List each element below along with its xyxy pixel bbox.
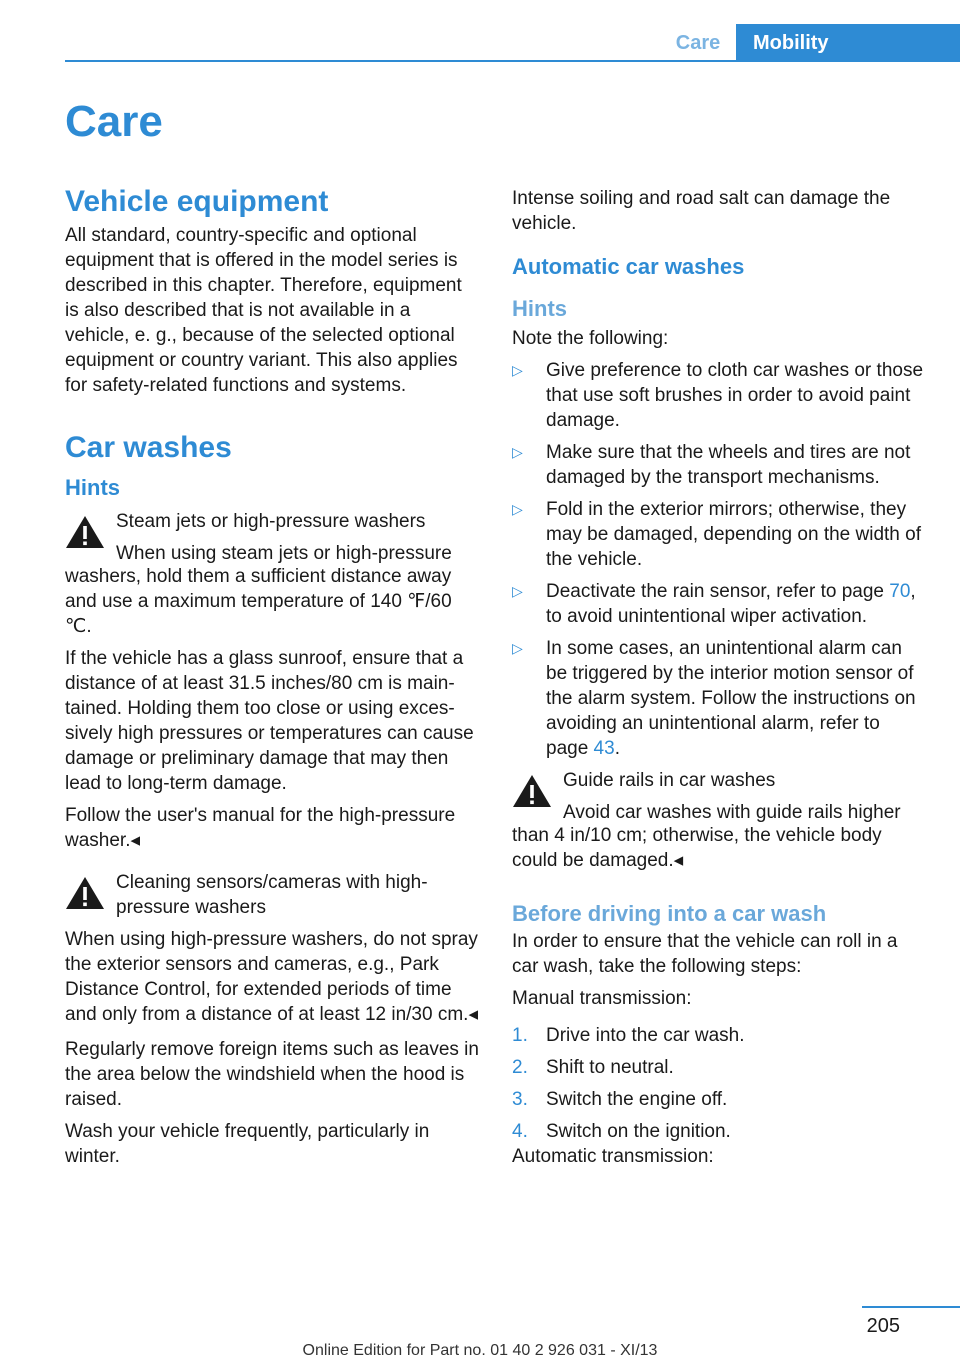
list-item: ▷ Give preference to cloth car washes or those that use soft brushes in order to avoid paint damage. — [512, 360, 924, 431]
heading-hints: Hints — [65, 475, 120, 500]
heading-vehicle-equipment: Vehicle equipment — [65, 185, 329, 218]
warning-icon — [512, 774, 552, 808]
tab-mobility[interactable]: Mobility — [736, 24, 960, 62]
before-text: In order to ensure that the vehicle can roll in a car wash, take the following steps: — [512, 931, 898, 977]
warning-guide-rails — [512, 768, 927, 825]
header-rule — [65, 60, 960, 62]
warning-steam-jets — [65, 509, 480, 566]
warning-first-line: Avoid car washes with guide rails higher — [563, 802, 901, 823]
follow-manual-text: Follow the user's manual for the high-pressure washer.◂ — [65, 805, 456, 851]
warning-body: washers, hold them a sufficient distance away and use a maximum temperature of 140 ℉/60 ℃. — [65, 566, 452, 637]
automatic-transmission-label: Automatic transmission: — [512, 1146, 714, 1167]
heading-hints: Hints — [512, 296, 567, 321]
warning-body: than 4 in/10 cm; otherwise, the vehicle body could be damaged.◂ — [512, 825, 882, 871]
leaves-text: Regularly remove foreign items such as leaves in the area below the windshield when the hood is raised. — [65, 1039, 479, 1110]
spacer — [65, 860, 480, 870]
note-text: Note the following: — [512, 328, 669, 349]
heading-automatic-car-washes: Automatic car washes — [512, 254, 745, 279]
bullet-icon: ▷ — [512, 583, 523, 599]
warning-title: Guide rails in car washes — [563, 770, 776, 791]
list-item: ▷ Make sure that the wheels and tires are not damaged by the transport mechanisms. — [512, 442, 911, 488]
heading-before-car-wash: Before driving into a car wash — [512, 901, 827, 926]
footer-rule — [862, 1306, 960, 1308]
right-column — [512, 186, 927, 1176]
edition-footer: Online Edition for Part no. 01 40 2 926 031 - XI/13 — [302, 1342, 658, 1359]
bullet-icon: ▷ — [512, 501, 523, 517]
list-item: ▷ Deactivate the rain sensor, refer to page 70, to avoid unintentional wiper activation. — [512, 581, 916, 627]
bullet-icon: ▷ — [512, 444, 523, 460]
bullet-icon: ▷ — [512, 640, 523, 656]
spacer — [65, 405, 480, 431]
list-item: 2. Shift to neutral. — [512, 1057, 674, 1078]
tab-care[interactable]: Care — [675, 32, 721, 54]
header-bar — [0, 0, 960, 62]
steps-list — [512, 1023, 927, 1144]
list-item: ▷ Fold in the exterior mirrors; otherwise, they may be damaged, depending on the width of the vehicle. — [512, 499, 921, 570]
sunroof-text: If the vehicle has a glass sunroof, ensure that a distance of at least 31.5 inches/80 cm is maintained. Holding them too close or using excessively high pressures or temperatures can cause damage or preliminary damage that may then lead to long-term damage. — [65, 648, 474, 794]
list-item: 3. Switch the engine off. — [512, 1089, 728, 1110]
warning-first-line: When using steam jets or high-pressure — [116, 543, 452, 564]
wash-text: Wash your vehicle frequently, particularly in winter. — [65, 1121, 430, 1167]
bullet-icon: ▷ — [512, 362, 523, 378]
list-item: 1. Drive into the car wash. — [512, 1025, 745, 1046]
manual-transmission-label: Manual transmission: — [512, 988, 692, 1009]
list-item: ▷ In some cases, an unintentional alarm can be triggered by the interior motion sensor of the alarm system. Follow the instructions on avoiding an unintentional alarm, refer to page 43. — [512, 638, 916, 759]
page-number: 205 — [866, 1315, 900, 1337]
warning-icon — [65, 515, 105, 549]
soiling-text: Intense soiling and road salt can damage the vehicle. — [512, 188, 891, 234]
list-item: 4. Switch on the ignition. — [512, 1121, 731, 1142]
warning-sensors — [65, 870, 480, 920]
page-link-43[interactable]: 43 — [593, 738, 615, 759]
page-link-70[interactable]: 70 — [889, 581, 911, 602]
left-column — [65, 185, 480, 1176]
warning-title: Steam jets or high-pressure washers — [116, 511, 426, 532]
vehicle-equipment-text: All standard, country-specific and optional equipment that is offered in the model series is described in this chapter. Therefore, equipment is also described that is not available in a vehicle, e. g., because of the selected optional equipment or country variant. This also applies for safety-related functions and systems. — [65, 225, 462, 396]
warning-body: When using high-pressure washers, do not spray the exterior sensors and cameras, e.g., Park Distance Control, for extended periods of time and only from a distance of at least 12 in/30 cm.◂ — [65, 929, 478, 1025]
heading-car-washes: Car washes — [65, 431, 232, 464]
chapter-title: Care — [65, 97, 163, 146]
hints-list — [512, 358, 927, 761]
warning-icon — [65, 876, 105, 910]
warning-title: Cleaning sensors/cameras with high-pressure washers — [116, 872, 428, 918]
